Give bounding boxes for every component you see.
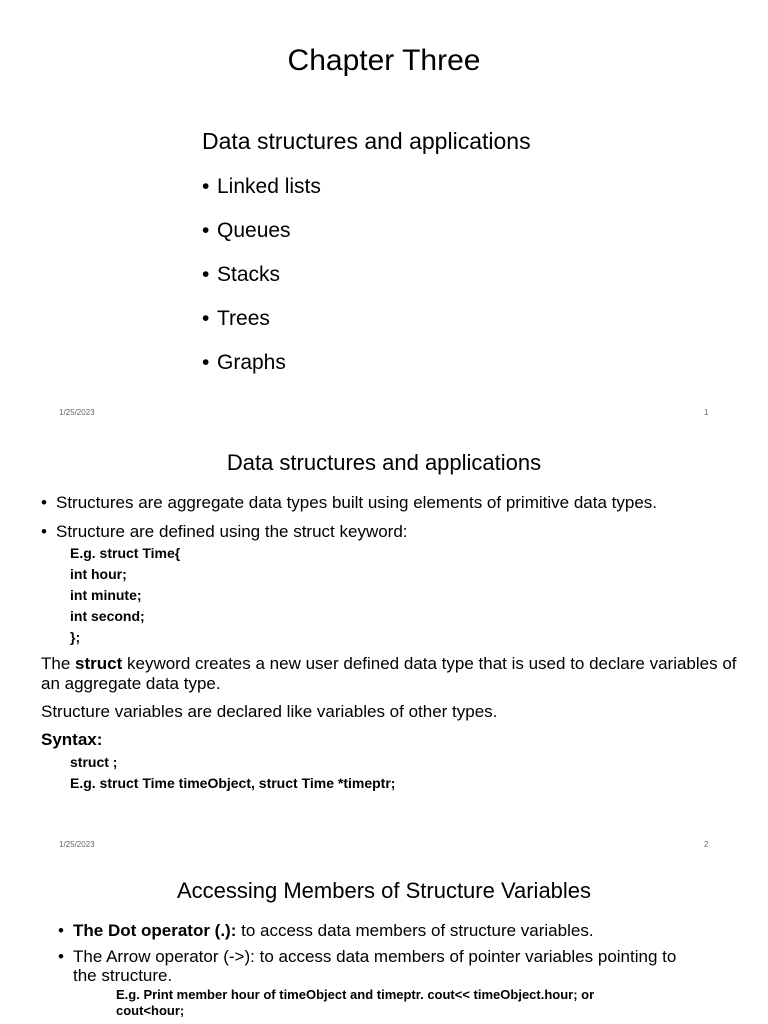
paragraph-struct: The struct keyword creates a new user defined data type that is used to declare variables of an aggregate data type. xyxy=(41,654,737,693)
syntax-code: struct ; E.g. struct Time timeObject, struct Time *timeptr; xyxy=(70,754,396,791)
syntax-label: Syntax: xyxy=(41,730,103,749)
bullet-icon: • xyxy=(202,175,210,198)
bullet-icon: • xyxy=(58,947,64,966)
bullet-icon: • xyxy=(41,522,47,541)
bullet-arrow-operator: • The Arrow operator (->): to access data members of pointer variables pointing to the structure. xyxy=(58,947,677,985)
bullet-struct-keyword: • Structure are defined using the struct keyword: xyxy=(41,522,408,541)
bullet-icon: • xyxy=(58,921,64,940)
bullet-icon: • xyxy=(202,219,210,242)
bullet-icon: • xyxy=(41,493,47,512)
slide-date: 1/25/2023 xyxy=(59,840,95,849)
slide-1 xyxy=(0,0,768,432)
list-item: • Queues xyxy=(202,216,321,260)
slide-title: Accessing Members of Structure Variables xyxy=(176,878,592,903)
page-number: 1 xyxy=(704,408,709,417)
bullet-structures: • Structures are aggregate data types built using elements of primitive data types. xyxy=(41,493,657,512)
slide-3 xyxy=(0,864,768,1024)
slide-title: Chapter Three xyxy=(287,44,481,77)
page-number: 2 xyxy=(704,840,709,849)
slide-title: Data structures and applications xyxy=(226,450,542,475)
bullet-dot-operator: • The Dot operator (.): to access data members of structure variables. xyxy=(58,921,594,940)
list-item: • Trees xyxy=(202,304,321,348)
topic-list xyxy=(202,172,321,392)
slide-date: 1/25/2023 xyxy=(59,408,95,417)
code-example: E.g. struct Time{ int hour; int minute; int second; }; xyxy=(70,545,181,645)
paragraph-variables: Structure variables are declared like variables of other types. xyxy=(41,702,498,721)
bullet-icon: • xyxy=(202,307,210,330)
list-item: • Graphs xyxy=(202,348,321,392)
list-item: • Linked lists xyxy=(202,172,321,216)
slide-subtitle: Data structures and applications xyxy=(202,128,531,154)
code-example: E.g. Print member hour of timeObject and timeptr. cout<< timeObject.hour; or cout<hour; xyxy=(116,987,595,1018)
bullet-icon: • xyxy=(202,263,210,286)
slide-2 xyxy=(0,432,768,864)
bullet-icon: • xyxy=(202,351,210,374)
list-item: • Stacks xyxy=(202,260,321,304)
